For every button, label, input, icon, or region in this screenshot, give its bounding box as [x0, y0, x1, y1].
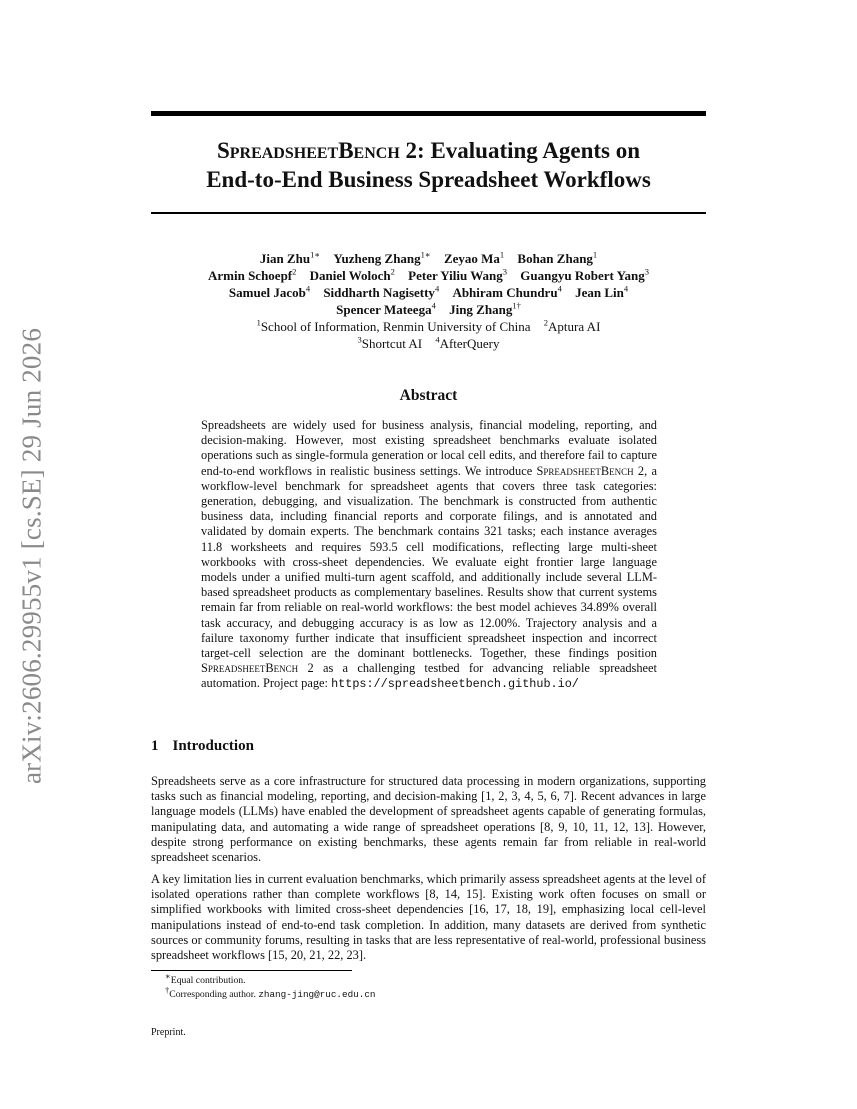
author-name: Siddharth Nagisetty$^4$	[323, 283, 440, 300]
affiliation-row	[151, 318, 706, 335]
benchmark-name: SpreadsheetBench	[536, 463, 634, 478]
arxiv-sidebar-stamp	[8, 316, 56, 796]
author-name: Spencer Mateega$^4$	[336, 300, 436, 317]
author-row	[151, 284, 706, 301]
author-row	[151, 250, 706, 267]
paper-title	[151, 136, 706, 194]
author-name: Guangyu Robert Yang$^3$	[520, 266, 650, 283]
author-name: Zeyao Ma$^1$	[443, 249, 505, 266]
title-line-2: End-to-End Business Spreadsheet Workflows	[206, 167, 651, 192]
arxiv-identifier: arXiv:2606.29955v1 [cs.SE] 29 Jun 2026	[16, 327, 47, 785]
author-name: Armin Schoepf$^2$	[207, 266, 297, 283]
title-line-1-rest: 2: Evaluating Agents on	[399, 138, 641, 163]
introduction-paragraph-1: Spreadsheets serve as a core infrastructure for structured data processing in modern organizations, supporting tasks such as financial modeling, reporting, and decision-making [1, 2, 3, 4, 5, 6, 7]. Recent advances in large language models (LLMs) have enabled the development of spreadsheet agents capable of generating formulas, manipulating data, and automating a wide range of spreadsheet operations [8, 9, 10, 11, 12, 13]. However, despite strong performance on existing benchmarks, these agents remain far from reliable in real-world spreadsheet scenarios.	[151, 774, 706, 865]
author-name: Yuzheng Zhang$^{1∗}$	[333, 249, 431, 266]
affiliation: $^1$School of Information, Renmin University of China	[256, 317, 531, 334]
author-row	[151, 267, 706, 284]
footnote-equal-contribution: ∗Equal contribution.	[165, 970, 246, 986]
title-benchmark-name: SpreadsheetBench	[216, 138, 400, 163]
section-title: Introduction	[172, 738, 254, 754]
footnote-rule	[151, 970, 352, 971]
affiliation: $^2$Aptura AI	[543, 317, 601, 334]
section-heading-introduction	[151, 738, 254, 755]
author-name: Abhiram Chundru$^4$	[452, 283, 562, 300]
author-name: Jian Zhu$^{1∗}$	[259, 249, 321, 266]
author-name: Bohan Zhang$^1$	[517, 249, 598, 266]
author-name: Samuel Jacob$^4$	[228, 283, 311, 300]
title-top-rule	[151, 111, 706, 116]
author-name: Peter Yiliu Wang$^3$	[408, 266, 508, 283]
author-row	[151, 301, 706, 318]
author-name: Daniel Woloch$^2$	[309, 266, 395, 283]
affiliation-row	[151, 335, 706, 352]
author-name: Jing Zhang$^{1\dagger}$	[449, 300, 521, 317]
preprint-footer: Preprint.	[151, 1027, 186, 1038]
section-number: 1	[151, 738, 159, 754]
corresponding-email[interactable]: zhang-jing@ruc.edu.cn	[258, 989, 376, 1000]
affiliation: $^4$AfterQuery	[435, 334, 500, 351]
project-page-link[interactable]: https://spreadsheetbench.github.io/	[331, 677, 579, 692]
author-name: Jean Lin$^4$	[575, 283, 629, 300]
abstract-body: Spreadsheets are widely used for business analysis, financial modeling, reporting, and decision-making. However, most existing spreadsheet benchmarks evaluate isolated operations such as single-formula generation or local cell edits, and therefore fail to capture end-to-end workflows in realistic business settings. We introduce SpreadsheetBench 2, a workflow-level benchmark for spreadsheet agents that covers three task categories: generation, debugging, and visualization. The benchmark is constructed from authentic business data, including financial reports and corporate filings, and is annotated and validated by domain experts. The benchmark contains 321 tasks; each instance averages 11.8 worksheets and requires 593.5 cell modifications, reflecting large multi-sheet workbooks with cross-sheet dependencies. We evaluate eight frontier large language models under a unified multi-turn agent scaffold, and additionally include several LLM-based spreadsheet products as complementary baselines. Results show that current systems remain far from reliable on real-world workflows: the best model achieves 34.89% overall task accuracy, and debugging accuracy is as low as 12.00%. Trajectory analysis and a failure taxonomy further indicate that insufficient spreadsheet inspection and incorrect target-cell selection are the dominant bottlenecks. Together, these findings position SpreadsheetBench 2 as a challenging testbed for advancing reliable spreadsheet automation. Project page: https://spreadsheetbench.github.io/	[201, 418, 657, 692]
introduction-paragraph-2: A key limitation lies in current evaluation benchmarks, which primarily assess spreadsheet agents at the level of isolated operations rather than complete workflows [8, 14, 15]. Existing work often focuses on small or simplified workbooks with limited cross-sheet dependencies [16, 17, 18, 19], emphasizing local cell-level manipulations instead of end-to-end task completion. In addition, many datasets are derived from synthetic sources or community forums, resulting in tasks that are less representative of real-world, professional business spreadsheet workflows [15, 20, 21, 22, 23].	[151, 872, 707, 963]
title-line-1	[151, 136, 706, 165]
author-block	[151, 250, 706, 352]
affiliation: $^3$Shortcut AI	[357, 334, 423, 351]
title-bottom-rule	[151, 212, 706, 214]
footnote-corresponding-author: †Corresponding author. zhang-jing@ruc.edu.cn	[165, 984, 376, 1000]
benchmark-name: SpreadsheetBench	[201, 661, 299, 676]
abstract-heading: Abstract	[399, 387, 458, 404]
